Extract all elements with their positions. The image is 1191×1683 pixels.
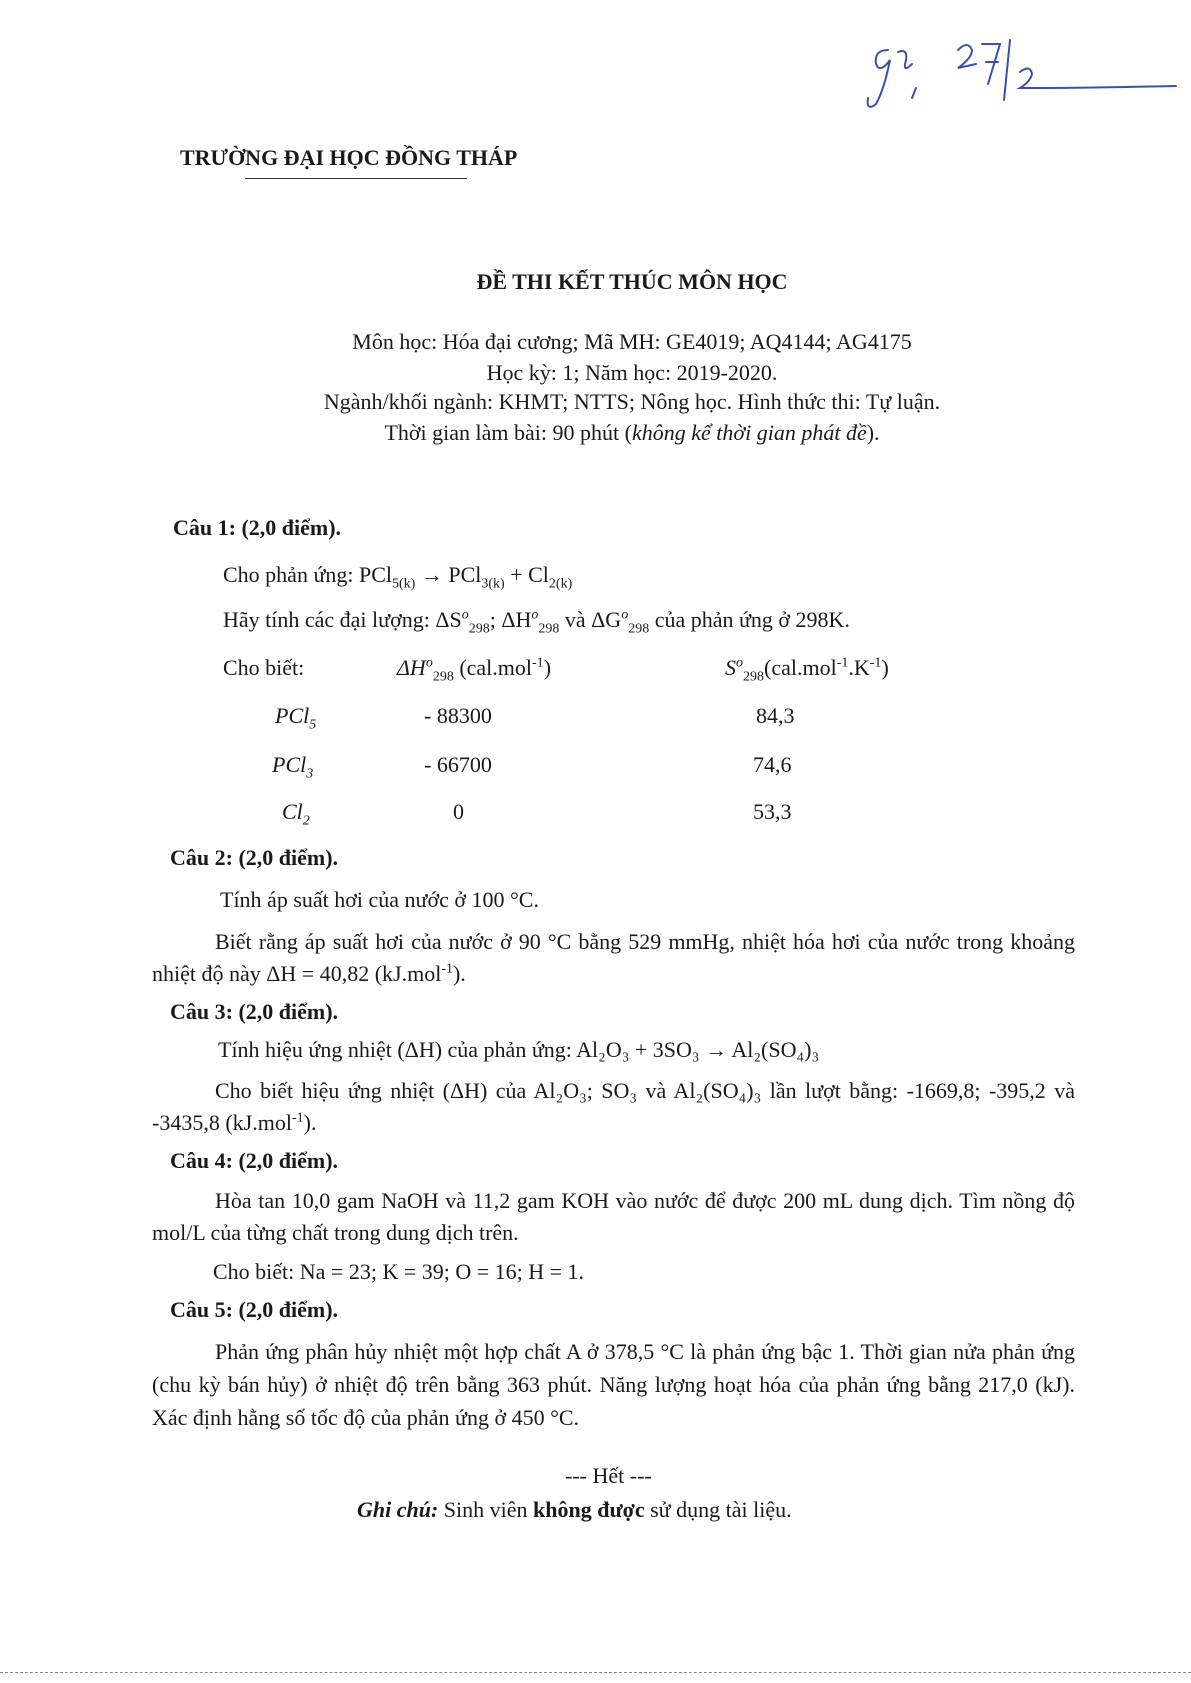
q3-given: Cho biết hiệu ứng nhiệt (ΔH) của Al₂O₃; SO₃ và Al₂(SO₄)₃ lần lượt bằng: -1669,8; -395,2 và -3435,8 (kJ.mol$^{-1}$). xyxy=(152,1078,1075,1135)
school-name: TRƯỜNG ĐẠI HỌC ĐỒNG THÁP xyxy=(180,145,518,170)
q2-heading: Câu 2: (2,0 điểm). xyxy=(170,845,339,870)
info-duration: Thời gian làm bài: 90 phút (không kể thời gian phát đề). xyxy=(384,420,880,445)
info-subject: Môn học: Hóa đại cương; Mã MH: GE4019; AQ4144; AG4175 xyxy=(352,329,912,354)
exam-title: ĐỀ THI KẾT THÚC MÔN HỌC xyxy=(476,269,788,294)
info-major: Ngành/khối ngành: KHMT; NTTS; Nông học. Hình thức thi: Tự luận. xyxy=(323,389,941,414)
table-row-name: PCl$_3$ xyxy=(272,752,314,782)
header-underline xyxy=(245,178,467,179)
table-row-enthalpy: - 88300 xyxy=(424,703,492,728)
info-semester: Học kỳ: 1; Năm học: 2019-2020. xyxy=(486,360,778,385)
q1-question: Hãy tính các đại lượng: $\Delta S^o_{298}$; $\Delta H^o_{298}$ và $\Delta G^o_{298}$ của phản ứng ở 298K. xyxy=(223,607,850,637)
q2-given: Biết rằng áp suất hơi của nước ở 90 °C bằng 529 mmHg, nhiệt hóa hơi của nước trong khoảng nhiệt độ này ΔH = 40,82 (kJ.mol$^{-1}$). xyxy=(152,929,1075,986)
q4-question: Hòa tan 10,0 gam NaOH và 11,2 gam KOH vào nước để được 200 mL dung dịch. Tìm nồng độ mol/L của từng chất trong dung dịch trên. xyxy=(152,1188,1075,1245)
q3-question: Tính hiệu ứng nhiệt (ΔH) của phản ứng: Al₂O₃ + 3SO₃ → Al₂(SO₄)₃ xyxy=(218,1037,820,1062)
q1-given-label: Cho biết: xyxy=(223,655,305,680)
handwritten-annotation xyxy=(860,30,1180,110)
q5-heading: Câu 5: (2,0 điểm). xyxy=(170,1297,339,1322)
page-bottom-border xyxy=(0,1672,1191,1675)
q3-heading: Câu 3: (2,0 điểm). xyxy=(170,999,339,1024)
q4-heading: Câu 4: (2,0 điểm). xyxy=(170,1148,339,1173)
table-row-enthalpy: - 66700 xyxy=(424,752,492,777)
end-marker: --- Hết --- xyxy=(565,1463,652,1488)
table-row-entropy: 53,3 xyxy=(753,799,792,824)
q1-reaction: Cho phản ứng: $PCl_{5(k)} \to PCl_{3(k)} + Cl_{2(k)}$ xyxy=(223,562,573,592)
table-row-name: $Cl_2$ xyxy=(282,799,310,829)
table-row-enthalpy: 0 xyxy=(453,799,464,824)
q1-col-entropy: $S^o_{298}(cal.mol^{-1}.K^{-1})$ xyxy=(725,655,889,685)
q2-question: Tính áp suất hơi của nước ở 100 °C. xyxy=(220,887,539,912)
table-row-entropy: 74,6 xyxy=(753,752,792,777)
q1-heading: Câu 1: (2,0 điểm). xyxy=(173,515,342,540)
table-row-entropy: 84,3 xyxy=(756,703,795,728)
q5-question: Phản ứng phân hủy nhiệt một hợp chất A ở 378,5 °C là phản ứng bậc 1. Thời gian nửa phản ứng (chu kỳ bán hủy) ở nhiệt độ trên bằng 363 phút. Năng lượng hoạt hóa của phản ứng bằng 217,0 (kJ). Xác định hằng số tốc độ của phản ứng ở 450 °C. xyxy=(152,1339,1075,1430)
exam-note: Ghi chú: Sinh viên không được sử dụng tài liệu. xyxy=(357,1497,792,1522)
table-row-name: PCl$_5$ xyxy=(275,703,317,733)
q4-given: Cho biết: Na = 23; K = 39; O = 16; H = 1. xyxy=(213,1259,585,1284)
q1-col-enthalpy: $\Delta H^o_{298}$ (cal.mol$^{-1}$) xyxy=(397,655,552,685)
